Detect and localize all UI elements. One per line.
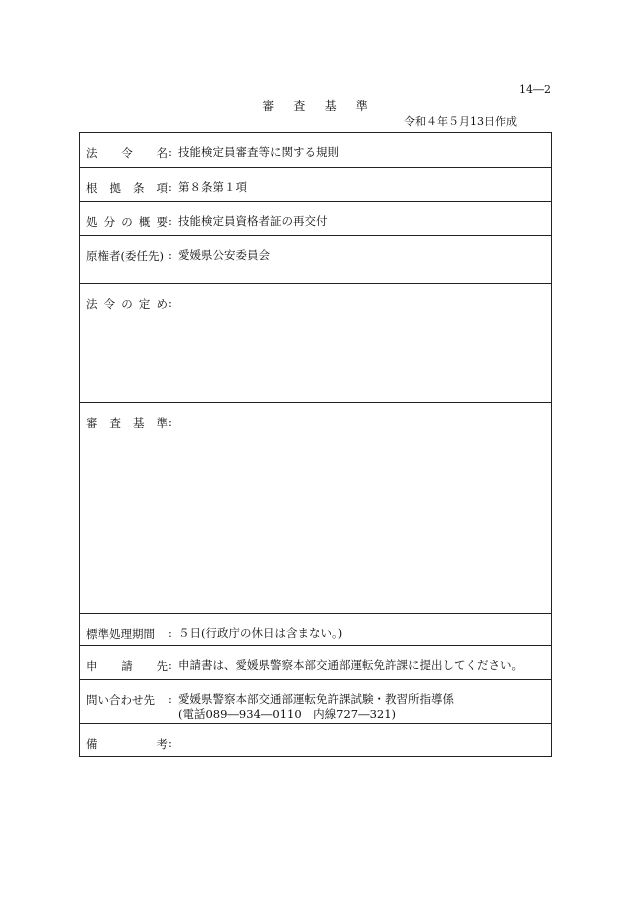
document-number: 14―2 bbox=[519, 83, 551, 96]
row-value bbox=[178, 284, 551, 296]
row-remarks bbox=[80, 723, 551, 756]
row-review-criteria bbox=[80, 402, 551, 613]
row-label: 申 請 先 bbox=[86, 659, 168, 673]
row-value: 愛媛県公安委員会 bbox=[178, 248, 270, 262]
row-label: 法 令 の 定 め bbox=[86, 297, 168, 311]
row-label: 原権者(委任先) bbox=[86, 249, 164, 263]
document-date: 令和４年５月13日作成 bbox=[404, 115, 517, 128]
row-legal-basis bbox=[80, 167, 551, 201]
row-value: 第８条第１項 bbox=[178, 180, 247, 194]
row-label: 標準処理期間 bbox=[86, 627, 155, 641]
row-value: 技能検定員資格者証の再交付 bbox=[178, 214, 328, 228]
document-title: 審査基準 bbox=[262, 99, 387, 113]
row-colon: : bbox=[168, 214, 172, 228]
row-value bbox=[178, 403, 551, 415]
row-colon: : bbox=[168, 626, 172, 640]
row-value: 愛媛県警察本部交通部運転免許課試験・教習所指導係 (電話089―934―0110 内線727―321) bbox=[178, 692, 454, 721]
row-application-destination bbox=[80, 645, 551, 679]
row-label: 問い合わせ先 bbox=[86, 693, 155, 707]
row-value bbox=[178, 724, 551, 736]
row-colon: : bbox=[168, 692, 172, 706]
row-colon: : bbox=[168, 145, 172, 159]
row-colon: : bbox=[168, 248, 172, 262]
row-label: 審 査 基 準 bbox=[86, 416, 168, 430]
row-value: ５日(行政庁の休日は含まない。) bbox=[178, 626, 343, 640]
row-label: 処 分 の 概 要 bbox=[86, 215, 168, 229]
row-label: 備 考 bbox=[86, 737, 168, 751]
row-colon: : bbox=[168, 180, 172, 194]
review-criteria-table bbox=[79, 132, 552, 757]
row-label: 根 拠 条 項 bbox=[86, 181, 168, 195]
row-disposition-summary bbox=[80, 201, 551, 235]
row-legal-provisions bbox=[80, 283, 551, 402]
row-colon: : bbox=[168, 736, 172, 750]
row-colon: : bbox=[168, 658, 172, 672]
row-colon: : bbox=[168, 296, 172, 310]
row-standard-processing-period bbox=[80, 613, 551, 645]
row-value: 申請書は、愛媛県警察本部交通部運転免許課に提出してください。 bbox=[178, 658, 523, 672]
row-law-name bbox=[80, 133, 551, 167]
row-authority bbox=[80, 235, 551, 283]
row-contact bbox=[80, 679, 551, 723]
row-label: 法 令 名 bbox=[86, 146, 168, 160]
row-colon: : bbox=[168, 415, 172, 429]
row-value: 技能検定員審査等に関する規則 bbox=[178, 145, 339, 159]
